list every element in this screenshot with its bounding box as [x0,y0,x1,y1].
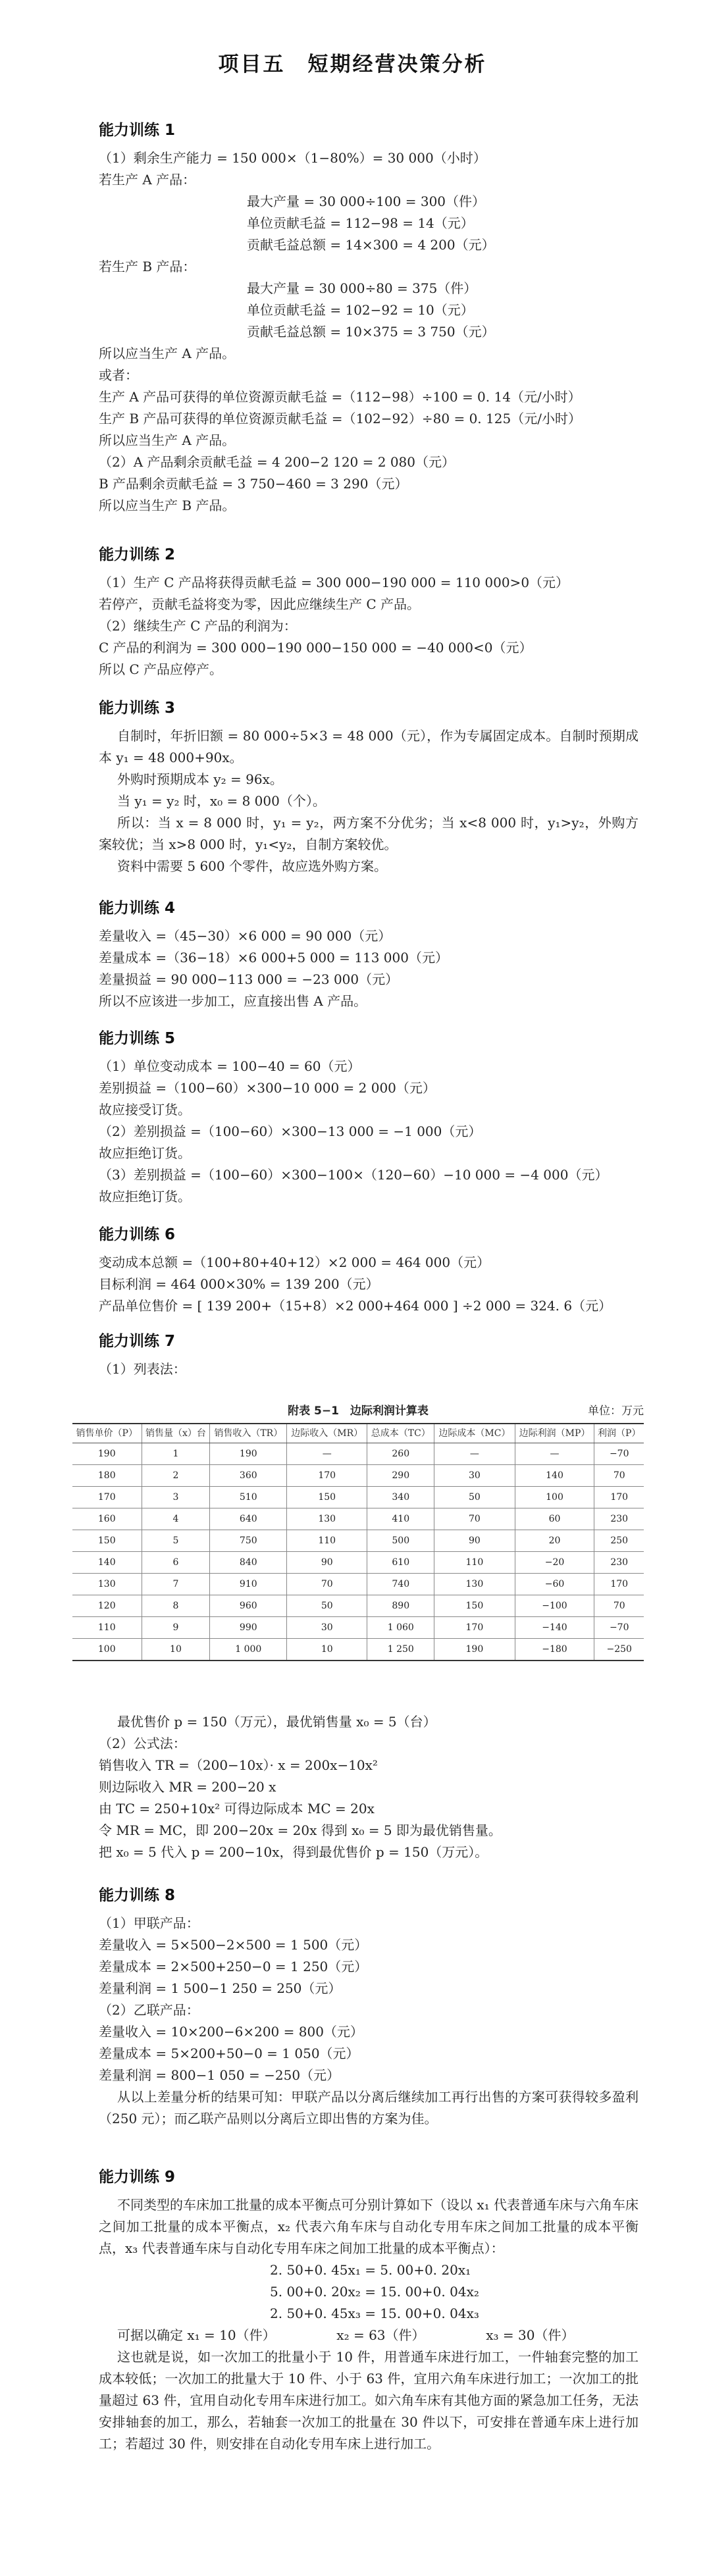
text-line: 产品单位售价 = [ 139 200+（15+8）×2 000+464 000 ] ÷2 000 = 324. 6（元） [99,1298,612,1314]
equation-line: 2. 50+0. 45x₃ = 15. 00+0. 04x₃ [270,2306,479,2321]
result-x1: 可据以确定 x₁ = 10（件） [117,2327,276,2343]
table-cell: 130 [72,1574,142,1595]
text-line: 所以应当生产 A 产品。 [99,346,236,361]
table-cell: 410 [367,1508,434,1530]
table-cell: 110 [434,1552,515,1574]
text-line: 差别损益 =（100−60）×300−10 000 = 2 000（元） [99,1080,436,1096]
text-line: 差量收入 = 5×500−2×500 = 1 500（元） [99,1937,368,1953]
table-cell: 610 [367,1552,434,1574]
table-header-cell: 销售收入（TR） [210,1424,287,1443]
table-cell: 140 [72,1552,142,1574]
section-heading: 能力训练 3 [99,700,176,717]
table-row [72,1487,644,1508]
table-cell: 250 [594,1530,644,1552]
table-cell: 190 [434,1639,515,1661]
text-line: 单位贡献毛益 = 102−92 = 10（元） [247,302,474,318]
table-row [72,1552,644,1574]
table-cell: 290 [367,1465,434,1487]
section-training-7 [99,1329,639,1380]
text-line: 若生产 B 产品： [99,259,196,274]
table-row [72,1574,644,1595]
table-cell: 90 [287,1552,367,1574]
table-row [72,1639,644,1661]
text-line: 贡献毛益总额 = 10×375 = 3 750（元） [247,324,495,340]
table-cell: 750 [210,1530,287,1552]
table-cell: 50 [287,1595,367,1617]
text-line: 销售收入 TR =（200−10x）· x = 200x−10x² [99,1757,378,1773]
table-cell: 150 [287,1487,367,1508]
section-training-4 [99,896,639,1012]
result-x3: x₃ = 30（件） [486,2327,575,2343]
table-header-cell: 利润（P） [594,1424,644,1443]
section-heading: 能力训练 9 [99,2169,176,2186]
table-cell: 640 [210,1508,287,1530]
text-line: （1）剩余生产能力 = 150 000×（1−80%）= 30 000（小时） [99,150,486,166]
table-body [72,1443,644,1661]
table-cell: 140 [515,1465,594,1487]
table-cell: 2 [142,1465,210,1487]
text-line: 故应拒绝订货。 [99,1189,191,1204]
table-row [72,1508,644,1530]
table-cell: 170 [434,1617,515,1639]
text-line: 生产 A 产品可获得的单位资源贡献毛益 =（112−98）÷100 = 0. 14（元/小时） [99,389,581,405]
table-cell: 170 [594,1487,644,1508]
table-cell: 170 [594,1574,644,1595]
table-cell: 100 [72,1639,142,1661]
table-cell: −180 [515,1639,594,1661]
table-cell: 260 [367,1443,434,1465]
table-cell: 910 [210,1574,287,1595]
table-cell: 230 [594,1508,644,1530]
table-cell: 360 [210,1465,287,1487]
text-line: 最大产量 = 30 000÷80 = 375（件） [247,280,477,296]
text-line: （2）A 产品剩余贡献毛益 = 4 200−2 120 = 2 080（元） [99,454,455,470]
section-heading: 能力训练 1 [99,122,176,139]
text-line: （2）差别损益 =（100−60）×300−13 000 = −1 000（元） [99,1123,482,1139]
table-cell: 9 [142,1617,210,1639]
text-line: 由 TC = 250+10x² 可得边际成本 MC = 20x [99,1801,375,1816]
text-line: 故应拒绝订货。 [99,1145,191,1161]
text-line: 或者： [99,367,138,383]
text-line: 所以应当生产 B 产品。 [99,498,236,513]
text-line: 故应接受订货。 [99,1102,191,1118]
text-line: （1）单位变动成本 = 100−40 = 60（元） [99,1058,361,1074]
table-cell: 110 [287,1530,367,1552]
table-header-cell: 销售量（x）台 [142,1424,210,1443]
result-line [99,2325,639,2346]
text-line: 若生产 A 产品： [99,172,196,188]
table-row [72,1443,644,1465]
table-cell: 6 [142,1552,210,1574]
section-training-6 [99,1223,639,1317]
table-row [72,1617,644,1639]
table-cell: 1 000 [210,1639,287,1661]
table-cell: 840 [210,1552,287,1574]
table-cell: 100 [515,1487,594,1508]
section-heading: 能力训练 4 [99,900,176,917]
table-row [72,1465,644,1487]
text-line: 差量成本 = 5×200+50−0 = 1 050（元） [99,2046,359,2061]
table-cell: 10 [142,1639,210,1661]
table-cell: 990 [210,1617,287,1639]
table-cell: 1 250 [367,1639,434,1661]
text-line: 所以应当生产 A 产品。 [99,432,236,448]
table-cell: 5 [142,1530,210,1552]
table-cell: −250 [594,1639,644,1661]
table-cell: 890 [367,1595,434,1617]
section-training-7-continued [99,1711,639,1863]
table-header-cell: 销售单价（P） [72,1424,142,1443]
table-cell: 1 060 [367,1617,434,1639]
text-paragraph: 这也就是说，如一次加工的批量小于 10 件，用普通车床进行加工，一件轴套完整的加工成本较低；一次加工的批量大于 10 件、小于 63 件，宜用六角车床进行加工；一次加工的批量超过 63 件，宜用自动化专用车床进行加工。如六角车床有其他方面的紧急加工任务，无法安排轴套的加工，那么，若轴套一次加工的批量在 30 件以下，可安排在普通车床上进行加工；若超过 30 件，则安排在自动化专用车床上进行加工。 [99,2349,639,2452]
text-line: 单位贡献毛益 = 112−98 = 14（元） [247,215,474,231]
text-line: （3）差别损益 =（100−60）×300−100×（120−60）−10 000 = −4 000（元） [99,1167,608,1183]
section-heading: 能力训练 2 [99,546,176,563]
text-line: 外购时预期成本 y₂ = 96x。 [117,771,283,787]
section-heading: 能力训练 5 [99,1030,176,1047]
table-header-cell: 边际成本（MC） [434,1424,515,1443]
table-cell: — [287,1443,367,1465]
text-paragraph: 自制时，年折旧额 = 80 000÷5×3 = 48 000（元），作为专属固定成本。自制时预期成本 y₁ = 48 000+90x。 [99,728,639,765]
table-cell: 70 [594,1465,644,1487]
table-cell: 960 [210,1595,287,1617]
table-cell: 500 [367,1530,434,1552]
text-line: 差量成本 = 2×500+250−0 = 1 250（元） [99,1959,368,1974]
text-line: B 产品剩余贡献毛益 = 3 750−460 = 3 290（元） [99,476,408,492]
table-cell: 70 [434,1508,515,1530]
table-cell: −100 [515,1595,594,1617]
table-cell: 10 [287,1639,367,1661]
table-cell: −20 [515,1552,594,1574]
section-training-3 [99,696,639,877]
text-line: 所以 C 产品应停产。 [99,661,223,677]
table-cell: 7 [142,1574,210,1595]
text-line: 差量成本 =（36−18）×6 000+5 000 = 113 000（元） [99,950,448,966]
table-cell: 110 [72,1617,142,1639]
text-line: 最优售价 p = 150（万元），最优销售量 x₀ = 5（台） [117,1714,436,1730]
text-line: （1）生产 C 产品将获得贡献毛益 = 300 000−190 000 = 110 000>0（元） [99,575,569,590]
text-line: （2）乙联产品： [99,2002,199,2018]
table-cell: −140 [515,1617,594,1639]
marginal-profit-table [72,1423,644,1661]
equation-line: 2. 50+0. 45x₁ = 5. 00+0. 20x₁ [270,2262,471,2278]
text-line: 差量利润 = 1 500−1 250 = 250（元） [99,1980,342,1996]
table-cell: 90 [434,1530,515,1552]
text-line: 当 y₁ = y₂ 时，x₀ = 8 000（个）。 [117,793,326,809]
text-line: 目标利润 = 464 000×30% = 139 200（元） [99,1276,379,1292]
table-cell: 170 [287,1465,367,1487]
text-line: 差量收入 = 10×200−6×200 = 800（元） [99,2024,363,2040]
text-line: 所以不应该进一步加工，应直接出售 A 产品。 [99,993,367,1009]
text-line: 令 MR = MC，即 200−20x = 20x 得到 x₀ = 5 即为最优销售量。 [99,1822,502,1838]
table-cell: 340 [367,1487,434,1508]
table-cell: 30 [287,1617,367,1639]
table-cell: 8 [142,1595,210,1617]
text-line: 则边际收入 MR = 200−20 x [99,1779,276,1795]
table-cell: 130 [287,1508,367,1530]
text-line: 若停产，贡献毛益将变为零，因此应继续生产 C 产品。 [99,596,421,612]
equation-line: 5. 00+0. 20x₂ = 15. 00+0. 04x₂ [270,2284,479,2300]
table-cell: 1 [142,1443,210,1465]
table-cell: 120 [72,1595,142,1617]
text-line: （1）甲联产品： [99,1915,199,1931]
table-cell: 160 [72,1508,142,1530]
table-cell: 20 [515,1530,594,1552]
text-line: 变动成本总额 =（100+80+40+12）×2 000 = 464 000（元） [99,1254,490,1270]
text-line: 差量收入 =（45−30）×6 000 = 90 000（元） [99,928,392,944]
table-cell: 150 [434,1595,515,1617]
table-cell: 510 [210,1487,287,1508]
text-paragraph: 所以：当 x = 8 000 时，y₁ = y₂，两方案不分优劣；当 x<8 000 时，y₁>y₂，外购方案较优；当 x>8 000 时，y₁<y₂，自制方案较优。 [99,815,639,852]
table-cell: 30 [434,1465,515,1487]
section-heading: 能力训练 8 [99,1887,176,1904]
table-header-cell: 总成本（TC） [367,1424,434,1443]
table-cell: 170 [72,1487,142,1508]
text-line: 差量损益 = 90 000−113 000 = −23 000（元） [99,971,399,987]
table-unit: 单位：万元 [588,1404,644,1418]
section-training-9 [99,2165,639,2455]
text-paragraph: 从以上差量分析的结果可知：甲联产品以分离后继续加工再行出售的方案可获得较多盈利（250 元）；而乙联产品则以分离后立即出售的方案为佳。 [99,2089,639,2126]
text-line: 最大产量 = 30 000÷100 = 300（件） [247,193,486,209]
table-cell: 4 [142,1508,210,1530]
table-cell: 190 [210,1443,287,1465]
table-cell: — [434,1443,515,1465]
table-cell: 130 [434,1574,515,1595]
text-paragraph: 不同类型的车床加工批量的成本平衡点可分别计算如下（设以 x₁ 代表普通车床与六角车床之间加工批量的成本平衡点，x₂ 代表六角车床与自动化专用车床之间加工批量的成本平衡点，x₃ 代表普通车床与自动化专用车床之间加工批量的成本平衡点）： [99,2197,639,2256]
table-cell: 180 [72,1465,142,1487]
table-cell: 3 [142,1487,210,1508]
text-line: C 产品的利润为 = 300 000−190 000−150 000 = −40 000<0（元） [99,640,533,656]
table-cell: 50 [434,1487,515,1508]
table-cell: −70 [594,1443,644,1465]
table-cell: 60 [515,1508,594,1530]
section-training-5 [99,1027,639,1208]
section-training-8 [99,1884,639,2130]
table-row [72,1595,644,1617]
table-cell: 70 [287,1574,367,1595]
table-cell: 230 [594,1552,644,1574]
section-heading: 能力训练 6 [99,1226,176,1243]
table-cell: −70 [594,1617,644,1639]
text-line: 生产 B 产品可获得的单位资源贡献毛益 =（102−92）÷80 = 0. 125（元/小时） [99,411,581,426]
text-line: （1）列表法： [99,1361,186,1377]
text-line: （2）继续生产 C 产品的利润为： [99,618,297,634]
table-cell: −60 [515,1574,594,1595]
page-title: 项目五 短期经营决策分析 [218,53,487,76]
table-cell: 70 [594,1595,644,1617]
text-line: （2）公式法： [99,1736,186,1751]
marginal-profit-table-block [72,1401,644,1661]
table-header-cell: 边际收入（MR） [287,1424,367,1443]
table-row [72,1530,644,1552]
table-header-cell: 边际利润（MP） [515,1424,594,1443]
section-heading: 能力训练 7 [99,1333,176,1350]
table-header-row [72,1424,644,1443]
text-line: 把 x₀ = 5 代入 p = 200−10x，得到最优售价 p = 150（万元）。 [99,1844,488,1860]
section-training-1 [99,118,639,517]
text-line: 贡献毛益总额 = 14×300 = 4 200（元） [247,237,495,253]
text-line: 差量利润 = 800−1 050 = −250（元） [99,2067,340,2083]
section-training-2 [99,543,639,681]
table-cell: 190 [72,1443,142,1465]
table-cell: — [515,1443,594,1465]
table-cell: 150 [72,1530,142,1552]
table-cell: 740 [367,1574,434,1595]
text-line: 资料中需要 5 600 个零件，故应选外购方案。 [117,858,387,874]
table-caption: 附表 5−1 边际利润计算表 [288,1404,429,1418]
result-x2: x₂ = 63（件） [336,2327,425,2343]
